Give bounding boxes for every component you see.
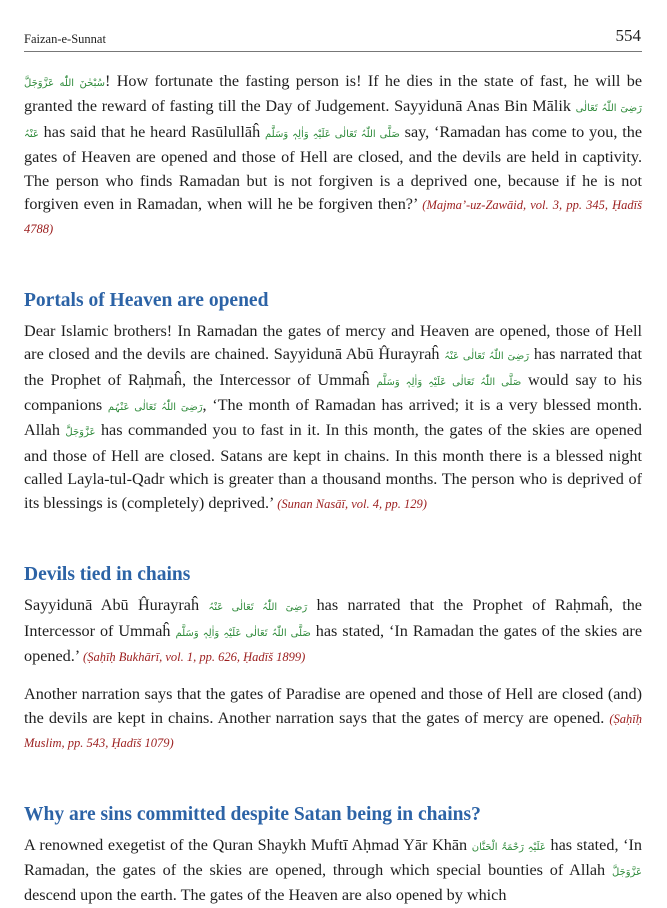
section-heading-portals: Portals of Heaven are opened [24, 289, 269, 311]
intro-paragraph: سُبْحٰنَ اللّٰه عَزَّوَجَلَّ! How fortunate the fasting person is! If he dies in the state of fast, he will be granted the reward of fasting till the Day of Judgement. Sayyidunā Anas Bin Mālik رَضِیَ اللّٰہُ تَعَالٰی عَنْہُ has said that he heard Rasūlullāĥ صَلَّی اللّٰہُ تَعَالٰی عَلَیْہِ وَاٰلِہٖ وَسَلَّم say, ‘Ramadan has come to you, the gates of Heaven are opened and those of Hell are closed, and the devils are held in captivity. The person who finds Ramadan but is not forgiven is a deprived one, because if he is not forgiven even in Ramadan, when will he be forgiven then?’ (Majma’-uz-Zawāid, vol. 3, pp. 345, Ḥadīš 4788) [24, 72, 643, 237]
honorific-radi-allahu-anhu: رَضِیَ اللّٰہُ تَعَالٰی عَنْہُ [444, 351, 530, 363]
section-paragraph-devils-2: Another narration says that the gates of Paradise are opened and those of Hell are closed (and) the devils are kept in chains. Another narration says that the gates of mercy are opened. (Ṣaḥīḥ Muslim, pp. 543, Ḥadīš 1079) [24, 685, 643, 751]
honorific-radi-allahu-anhu: رَضِیَ اللّٰہُ تَعَالٰی عَنْہُ [208, 602, 308, 614]
header-divider [24, 51, 642, 52]
honorific-salallahu: صَلَّی اللّٰہُ تَعَالٰی عَلَیْہِ وَاٰلِہٖ وَسَلَّم [265, 128, 400, 140]
honorific-salallahu: صَلَّی اللّٰہُ تَعَالٰی عَلَیْہِ وَاٰلِہٖ وَسَلَّم [175, 627, 311, 639]
honorific-radi-allahu-anhum: رَضِیَ اللّٰہُ تَعَالٰی عَنْہُم [107, 402, 203, 414]
honorific-azza-wa-jal: عَزَّوَجَلَّ [611, 866, 643, 878]
honorific-alayhi-rahma: عَلَیْہِ رَحْمَۃُ الْحَنَّان [471, 841, 546, 853]
running-title: Faizan-e-Sunnat [24, 32, 106, 46]
honorific-subhan-allah: سُبْحٰنَ اللّٰه عَزَّوَجَلَّ [24, 78, 105, 89]
citation: (Ṣaḥīḥ Bukhārī, vol. 1, pp. 626, Ḥadīš 1899) [83, 649, 306, 664]
citation: (Ṣaḥīḥ Muslim, pp. 543, Ḥadīš 1079) [24, 711, 643, 751]
section-paragraph-devils-1: Sayyidunā Abū Ĥurayraĥ رَضِیَ اللّٰہُ تَعَالٰی عَنْہُ has narrated that the Prophet of Raḥmaĥ, the Intercessor of Ummaĥ صَلَّی اللّٰہُ تَعَالٰی عَلَیْہِ وَاٰلِہٖ وَسَلَّم has stated, ‘In Ramadan the gates of the skies are opened.’ (Ṣaḥīḥ Bukhārī, vol. 1, pp. 626, Ḥadīš 1899) [24, 596, 643, 665]
honorific-azza-wa-jal: عَزَّوَجَلَّ [65, 427, 96, 439]
citation: (Majma’-uz-Zawāid, vol. 3, pp. 345, Ḥadīš 4788) [24, 198, 643, 237]
section-heading-sins: Why are sins committed despite Satan being in chains? [24, 803, 481, 825]
citation: (Sunan Nasāī, vol. 4, pp. 129) [277, 496, 427, 511]
honorific-radi-allahu-anhu: رَضِیَ اللّٰہُ تَعَالٰی عَنْہُ [24, 103, 643, 140]
section-heading-devils: Devils tied in chains [24, 564, 191, 586]
section-paragraph-portals: Dear Islamic brothers! In Ramadan the gates of mercy and Heaven are opened, those of Hell are closed and the devils are chained. Sayyidunā Abū Ĥurayraĥ رَضِیَ اللّٰہُ تَعَالٰی عَنْہُ has narrated that the Prophet of Raḥmaĥ, the Intercessor of Ummaĥ صَلَّی اللّٰہُ تَعَالٰی عَلَیْہِ وَاٰلِہٖ وَسَلَّم would say to his companions رَضِیَ اللّٰہُ تَعَالٰی عَنْہُم, ‘The month of Ramadan has arrived; it is a very blessed month. Allah عَزَّوَجَلَّ has commanded you to fast in it. In this month, the gates of the skies are opened and those of Hell are closed. Satans are kept in chains. In this month there is a blessed night called Layla-tul-Qadr which is greater than a thousand months. The person who is deprived of its blessings is (completely) deprived.’ (Sunan Nasāī, vol. 4, pp. 129) [24, 321, 643, 512]
page-header [24, 26, 641, 50]
page-content [24, 70, 642, 908]
page-number: 554 [615, 26, 641, 45]
section-paragraph-sins: A renowned exegetist of the Quran Shaykh Muftī Aḥmad Yār Khān عَلَیْہِ رَحْمَۃُ الْحَنَّان has stated, ‘In Ramadan, the gates of the skies are opened, through which special bounties of Allah عَزَّوَجَلَّ descend upon the earth. The gates of the Heaven are also opened by which [24, 835, 643, 905]
honorific-salallahu: صَلَّی اللّٰہُ تَعَالٰی عَلَیْہِ وَاٰلِہٖ وَسَلَّم [376, 376, 522, 388]
